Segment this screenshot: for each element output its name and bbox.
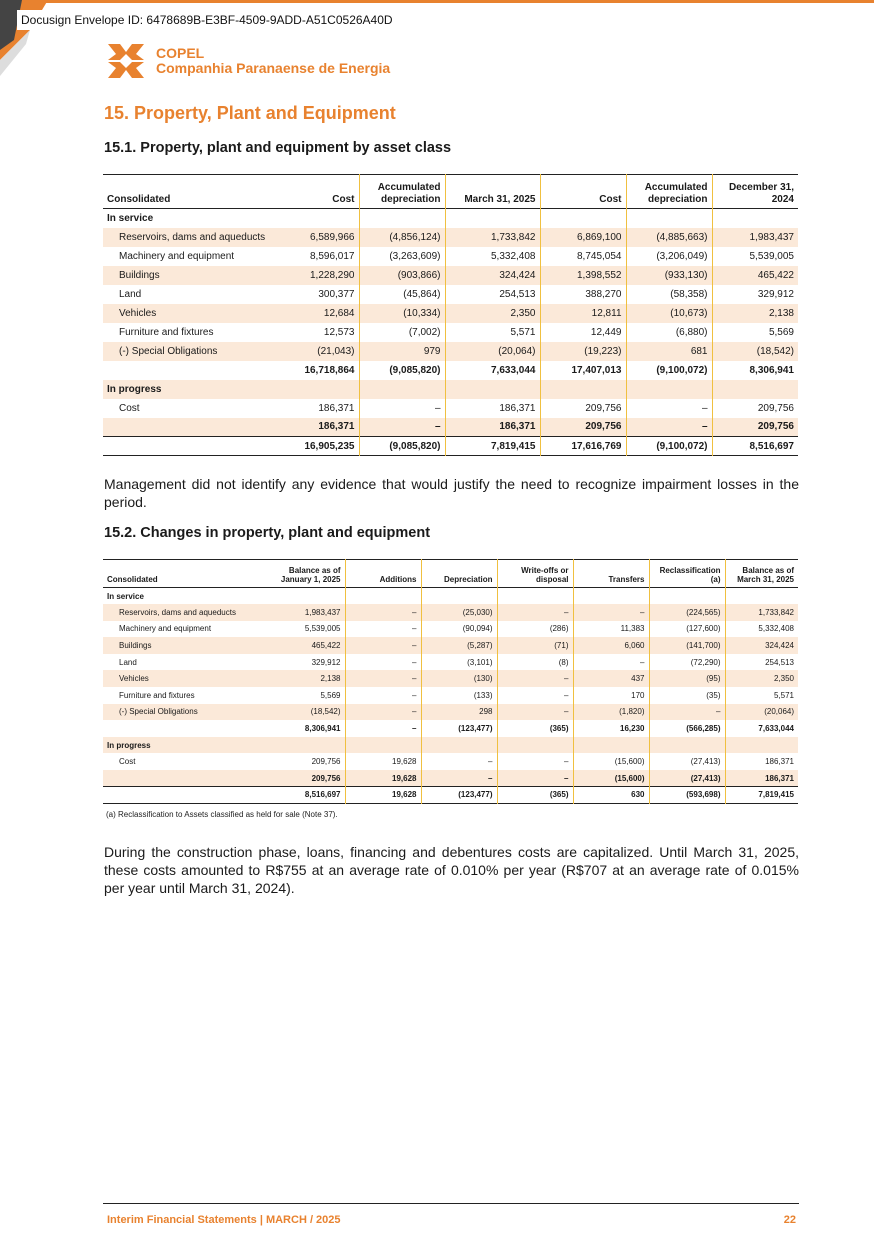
- column-header: Transfers: [573, 560, 649, 588]
- value-cell: 254,513: [445, 285, 540, 304]
- value-cell: 5,332,408: [445, 247, 540, 266]
- value-cell: –: [497, 604, 573, 621]
- value-cell: 7,819,415: [445, 437, 540, 456]
- empty-cell: [540, 209, 626, 228]
- value-cell: (1,820): [573, 704, 649, 721]
- value-cell: (20,064): [445, 342, 540, 361]
- grand-total-row: [103, 437, 798, 456]
- value-cell: (123,477): [421, 787, 497, 804]
- row-label: Reservoirs, dams and aqueducts: [103, 228, 271, 247]
- section-row-in-service: [103, 588, 798, 605]
- value-cell: 388,270: [540, 285, 626, 304]
- value-cell: –: [626, 399, 712, 418]
- column-header: Cost: [540, 175, 626, 209]
- value-cell: 6,589,966: [271, 228, 359, 247]
- row-label: Reservoirs, dams and aqueducts: [103, 604, 261, 621]
- column-header: Additions: [345, 560, 421, 588]
- value-cell: 19,628: [345, 787, 421, 804]
- impairment-paragraph: Management did not identify any evidence that would justify the need to recognize impairment losses in the period.: [104, 476, 799, 510]
- value-cell: 2,350: [445, 304, 540, 323]
- value-cell: –: [497, 770, 573, 787]
- value-cell: –: [497, 687, 573, 704]
- value-cell: (4,885,663): [626, 228, 712, 247]
- empty-cell: [649, 737, 725, 754]
- value-cell: 5,569: [320, 690, 341, 700]
- table-row: [103, 670, 798, 687]
- value-cell: –: [345, 654, 421, 671]
- value-cell: –: [345, 637, 421, 654]
- value-cell: (6,880): [626, 323, 712, 342]
- value-cell: (15,600): [573, 770, 649, 787]
- table-row: [103, 323, 798, 342]
- value-cell: (9,085,820): [359, 437, 445, 456]
- copel-logo-icon: [106, 42, 146, 80]
- value-cell: 8,516,697: [712, 437, 798, 456]
- value-cell: (365): [497, 720, 573, 737]
- value-cell: 2,138: [261, 670, 345, 687]
- empty-cell: [626, 209, 712, 228]
- row-label: Machinery and equipment: [119, 250, 235, 262]
- value-cell: 11,383: [573, 621, 649, 638]
- empty-cell: [271, 380, 359, 399]
- empty-cell: [345, 737, 421, 754]
- value-cell: (45,864): [359, 285, 445, 304]
- subtotal-row-in-service: [103, 361, 798, 380]
- empty-cell: [725, 588, 798, 605]
- table-row: [103, 604, 798, 621]
- empty-cell: [497, 588, 573, 605]
- footer-title: Interim Financial Statements | MARCH / 2025: [107, 1214, 341, 1226]
- column-header: Accumulated depreciation: [359, 175, 445, 209]
- empty-cell: [497, 737, 573, 754]
- value-cell: 186,371: [725, 753, 798, 770]
- empty-cell: [725, 737, 798, 754]
- empty-cell: [649, 588, 725, 605]
- value-cell: 1,228,290: [271, 266, 359, 285]
- value-cell: 5,539,005: [304, 624, 341, 634]
- value-cell: 8,306,941: [712, 361, 798, 380]
- docusign-envelope-id: Docusign Envelope ID: 6478689B-E3BF-4509-9ADD-A51C0526A40D: [17, 10, 397, 30]
- value-cell: 300,377: [318, 288, 355, 300]
- value-cell: 12,684: [271, 304, 359, 323]
- column-header: Depreciation: [421, 560, 497, 588]
- value-cell: 8,306,941: [304, 724, 341, 734]
- value-cell: 298: [421, 704, 497, 721]
- value-cell: 324,424: [445, 266, 540, 285]
- value-cell: 465,422: [712, 266, 798, 285]
- table-row: [103, 304, 798, 323]
- value-cell: (127,600): [649, 621, 725, 638]
- value-cell: (593,698): [649, 787, 725, 804]
- value-cell: 12,811: [540, 304, 626, 323]
- value-cell: 17,616,769: [540, 437, 626, 456]
- value-cell: (3,101): [421, 654, 497, 671]
- empty-cell: [421, 588, 497, 605]
- table-row: [103, 399, 798, 418]
- value-cell: 209,756: [712, 418, 798, 437]
- value-cell: (58,358): [626, 285, 712, 304]
- empty-cell: [103, 361, 271, 380]
- value-cell: (3,206,049): [626, 247, 712, 266]
- value-cell: 5,571: [725, 687, 798, 704]
- table-row: [103, 228, 798, 247]
- table-row: [103, 247, 798, 266]
- column-header: December 31, 2024: [712, 175, 798, 209]
- empty-cell: [359, 209, 445, 228]
- value-cell: 12,573: [323, 326, 355, 338]
- section-row-in-progress: [103, 737, 798, 754]
- row-label: Machinery and equipment: [119, 624, 212, 634]
- value-cell: 2,350: [725, 670, 798, 687]
- row-label: Furniture and fixtures: [119, 326, 214, 338]
- empty-cell: [103, 418, 271, 437]
- value-cell: 254,513: [725, 654, 798, 671]
- value-cell: 16,230: [573, 720, 649, 737]
- empty-cell: [261, 737, 345, 754]
- value-cell: 186,371: [445, 399, 540, 418]
- table-row: [103, 266, 798, 285]
- value-cell: –: [345, 704, 421, 721]
- value-cell: (21,043): [271, 342, 359, 361]
- value-cell: (566,285): [649, 720, 725, 737]
- column-header: Consolidated: [107, 193, 171, 205]
- table-row: [103, 637, 798, 654]
- value-cell: 979: [359, 342, 445, 361]
- value-cell: 19,628: [345, 770, 421, 787]
- empty-cell: [103, 770, 261, 787]
- table-row: [103, 621, 798, 638]
- row-label: Land: [119, 657, 137, 667]
- value-cell: 209,756: [261, 770, 345, 787]
- row-label: Buildings: [103, 637, 261, 654]
- subtotal-row-in-progress: [103, 418, 798, 437]
- value-cell: 329,912: [311, 657, 341, 667]
- value-cell: 209,756: [540, 399, 626, 418]
- value-cell: 186,371: [445, 418, 540, 437]
- empty-cell: [573, 737, 649, 754]
- table-footnote: (a) Reclassification to Assets classified as held for sale (Note 37).: [106, 810, 338, 819]
- row-label: Cost: [119, 757, 136, 767]
- ppe-changes-table: [103, 559, 798, 804]
- value-cell: –: [497, 704, 573, 721]
- value-cell: –: [345, 720, 421, 737]
- value-cell: –: [497, 670, 573, 687]
- value-cell: 7,633,044: [725, 720, 798, 737]
- value-cell: 209,756: [540, 418, 626, 437]
- row-label: (-) Special Obligations: [103, 342, 271, 361]
- value-cell: –: [345, 621, 421, 638]
- subsection-title-2: 15.2. Changes in property, plant and equipment: [104, 525, 431, 541]
- capitalized-costs-paragraph: During the construction phase, loans, financing and debentures costs are capitalized. Until March 31, 2025, these costs amounted to R$755 at an average rate of 0.010% per year (R$707 at an average rate of 0.015% per year until March 31, 2024).: [104, 844, 799, 896]
- row-label: Vehicles: [103, 304, 271, 323]
- subtotal-row-in-service: [103, 720, 798, 737]
- value-cell: 1,983,437: [261, 604, 345, 621]
- value-cell: (903,866): [359, 266, 445, 285]
- empty-cell: [271, 209, 359, 228]
- value-cell: 19,628: [345, 753, 421, 770]
- value-cell: (35): [649, 687, 725, 704]
- value-cell: (20,064): [725, 704, 798, 721]
- value-cell: –: [649, 704, 725, 721]
- empty-cell: [103, 720, 261, 737]
- value-cell: (123,477): [421, 720, 497, 737]
- row-label: (-) Special Obligations: [103, 704, 261, 721]
- empty-cell: [712, 380, 798, 399]
- section-title: 15. Property, Plant and Equipment: [104, 103, 396, 123]
- value-cell: –: [497, 753, 573, 770]
- value-cell: –: [359, 418, 445, 437]
- value-cell: (71): [497, 637, 573, 654]
- row-label: Buildings: [103, 266, 271, 285]
- column-header: Consolidated: [107, 574, 158, 584]
- value-cell: –: [345, 687, 421, 704]
- table-header-row: [103, 560, 798, 588]
- value-cell: (8): [497, 654, 573, 671]
- value-cell: (4,856,124): [359, 228, 445, 247]
- empty-cell: [540, 380, 626, 399]
- column-header: Accumulated depreciation: [626, 175, 712, 209]
- value-cell: 8,745,054: [540, 247, 626, 266]
- value-cell: 8,596,017: [310, 250, 355, 262]
- value-cell: (25,030): [421, 604, 497, 621]
- logo-line-2: Companhia Paranaense de Energia: [156, 60, 391, 76]
- page-number: 22: [783, 1214, 796, 1226]
- subsection-title-1: 15.1. Property, plant and equipment by asset class: [104, 140, 452, 156]
- value-cell: (141,700): [649, 637, 725, 654]
- value-cell: –: [573, 604, 649, 621]
- table-header-row: [103, 175, 798, 209]
- value-cell: 1,733,842: [725, 604, 798, 621]
- value-cell: 1,733,842: [445, 228, 540, 247]
- value-cell: 1,983,437: [712, 228, 798, 247]
- value-cell: (18,542): [261, 704, 345, 721]
- value-cell: 186,371: [271, 418, 359, 437]
- value-cell: 209,756: [712, 399, 798, 418]
- value-cell: 17,407,013: [540, 361, 626, 380]
- section-row-in-service: [103, 209, 798, 228]
- value-cell: (133): [421, 687, 497, 704]
- logo-line-1: COPEL: [156, 45, 205, 61]
- value-cell: (15,600): [573, 753, 649, 770]
- value-cell: –: [421, 770, 497, 787]
- value-cell: 186,371: [725, 770, 798, 787]
- table-row: [103, 753, 798, 770]
- value-cell: (7,002): [359, 323, 445, 342]
- empty-cell: [626, 380, 712, 399]
- value-cell: 7,633,044: [445, 361, 540, 380]
- column-header: Balance as of March 31, 2025: [725, 560, 798, 588]
- company-logo: [106, 42, 390, 80]
- value-cell: (286): [497, 621, 573, 638]
- value-cell: –: [626, 418, 712, 437]
- value-cell: 5,539,005: [712, 247, 798, 266]
- value-cell: (90,094): [421, 621, 497, 638]
- value-cell: (5,287): [421, 637, 497, 654]
- value-cell: 324,424: [725, 637, 798, 654]
- value-cell: (933,130): [626, 266, 712, 285]
- value-cell: 5,571: [445, 323, 540, 342]
- value-cell: (9,100,072): [626, 361, 712, 380]
- empty-cell: [445, 380, 540, 399]
- section-label: In service: [107, 591, 144, 601]
- value-cell: 681: [626, 342, 712, 361]
- value-cell: –: [359, 399, 445, 418]
- value-cell: 8,516,697: [304, 790, 341, 800]
- empty-cell: [103, 787, 261, 804]
- empty-cell: [103, 437, 271, 456]
- top-accent-bar: [0, 0, 874, 3]
- value-cell: 329,912: [712, 285, 798, 304]
- value-cell: (72,290): [649, 654, 725, 671]
- row-label: Cost: [119, 402, 140, 414]
- column-header: Cost: [332, 193, 355, 205]
- value-cell: (365): [497, 787, 573, 804]
- value-cell: 2,138: [712, 304, 798, 323]
- section-label: In progress: [103, 737, 261, 754]
- row-label: Land: [119, 288, 142, 300]
- section-label: In progress: [103, 380, 271, 399]
- value-cell: (10,673): [626, 304, 712, 323]
- value-cell: 7,819,415: [725, 787, 798, 804]
- value-cell: (9,085,820): [359, 361, 445, 380]
- column-header: Reclassification (a): [649, 560, 725, 588]
- footer-divider: [103, 1203, 799, 1204]
- value-cell: 437: [573, 670, 649, 687]
- table-row: [103, 654, 798, 671]
- empty-cell: [421, 737, 497, 754]
- value-cell: (95): [649, 670, 725, 687]
- value-cell: –: [573, 654, 649, 671]
- value-cell: 6,869,100: [540, 228, 626, 247]
- table-row: [103, 342, 798, 361]
- value-cell: (18,542): [712, 342, 798, 361]
- empty-cell: [712, 209, 798, 228]
- grand-total-row: [103, 787, 798, 804]
- value-cell: (19,223): [540, 342, 626, 361]
- value-cell: (10,334): [359, 304, 445, 323]
- value-cell: –: [345, 670, 421, 687]
- value-cell: 5,569: [712, 323, 798, 342]
- value-cell: 465,422: [261, 637, 345, 654]
- table-row: [103, 285, 798, 304]
- value-cell: 209,756: [311, 757, 341, 767]
- value-cell: 16,718,864: [304, 364, 355, 376]
- value-cell: 1,398,552: [540, 266, 626, 285]
- value-cell: (3,263,609): [359, 247, 445, 266]
- value-cell: (27,413): [649, 753, 725, 770]
- value-cell: –: [345, 604, 421, 621]
- section-row-in-progress: [103, 380, 798, 399]
- column-header: March 31, 2025: [445, 175, 540, 209]
- table-row: [103, 687, 798, 704]
- row-label: Furniture and fixtures: [119, 690, 195, 700]
- empty-cell: [445, 209, 540, 228]
- value-cell: 5,332,408: [725, 621, 798, 638]
- column-header: Balance as of January 1, 2025: [280, 565, 341, 584]
- ppe-by-asset-class-table: [103, 174, 798, 456]
- empty-cell: [573, 588, 649, 605]
- section-label: In service: [107, 212, 154, 224]
- value-cell: (224,565): [649, 604, 725, 621]
- value-cell: 170: [573, 687, 649, 704]
- value-cell: 630: [573, 787, 649, 804]
- value-cell: 186,371: [318, 402, 355, 414]
- subtotal-row-in-progress: [103, 770, 798, 787]
- value-cell: 12,449: [540, 323, 626, 342]
- column-header: Write-offs or disposal: [497, 560, 573, 588]
- value-cell: (130): [421, 670, 497, 687]
- empty-cell: [345, 588, 421, 605]
- value-cell: (9,100,072): [626, 437, 712, 456]
- value-cell: –: [421, 753, 497, 770]
- empty-cell: [261, 588, 345, 605]
- value-cell: 6,060: [573, 637, 649, 654]
- row-label: Vehicles: [103, 670, 261, 687]
- value-cell: (27,413): [649, 770, 725, 787]
- value-cell: 16,905,235: [304, 440, 355, 452]
- empty-cell: [359, 380, 445, 399]
- table-row: [103, 704, 798, 721]
